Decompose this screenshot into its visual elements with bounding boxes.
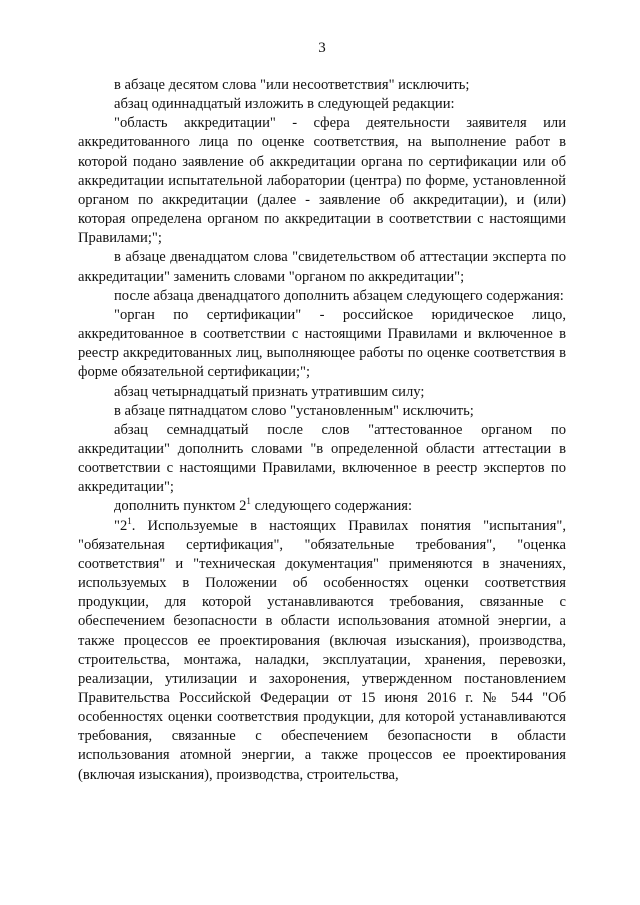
paragraph-7: абзац четырнадцатый признать утратившим силу;: [114, 383, 425, 400]
paragraph-10: [78, 497, 566, 516]
paragraph-10-text: дополнить пунктом 2: [114, 498, 247, 515]
paragraph-11-text: "2: [114, 517, 128, 534]
paragraph-1: в абзаце десятом слова "или несоответствия" исключить;: [114, 77, 470, 93]
page-number: 3: [318, 40, 326, 56]
paragraph-11-tail: . Используемые в настоящих Правилах понятия "испытания", "обязательная сертификация", "обязательные требования", "оценка соответствия" и "техническая документация" применяются в значениях, используемых в Положении об особенностях оценки соответствия продукции, для которой устанавливаются требования, связанные с обеспечением безопасности в области использования атомной энергии, а также процессов ее проектирования (включая изыскания), производства, строительства, монтажа, наладки, эксплуатации, хранения, перевозки, реализации, утилизации и захоронения, утвержденном постановлением Правительства Российской Федерации от 15 июня 2016 г. № 544 "Об особенностях оценки соответствия продукции, для которой устанавливаются требования, связанные с обеспечением безопасности в области использования атомной энергии, а также процессов ее проектирования (включая изыскания), производства, строительства,: [78, 517, 566, 783]
paragraph-5: после абзаца двенадцатого дополнить абзацем следующего содержания:: [114, 287, 564, 304]
paragraph-8: в абзаце пятнадцатом слово "установленным" исключить;: [114, 402, 474, 419]
paragraph-11-superscript: 1: [127, 515, 132, 526]
paragraph-4: в абзаце двенадцатом слова "свидетельством об аттестации эксперта по аккредитации" заменить словами "органом по аккредитации";: [78, 249, 566, 285]
paragraph-9: абзац семнадцатый после слов "аттестованное органом по аккредитации" дополнить словами "в определенной области аттестации в соответствии с настоящими Правилами, включенное в реестр экспертов по аккредитации";: [78, 421, 566, 496]
paragraph-11: [78, 517, 566, 785]
paragraph-2: абзац одиннадцатый изложить в следующей редакции:: [114, 96, 455, 113]
paragraph-3: "область аккредитации" - сфера деятельности заявителя или аккредитованного лица по оценке соответствия, на выполнение работ в которой подано заявление об аккредитации органа по сертификации или об аккредитации испытательной лаборатории (центра) по форме, установленной органом по аккредитации (далее - заявление об аккредитации), и (или) которая определена органом по аккредитации в соответствии с настоящими Правилами;";: [78, 115, 566, 247]
paragraph-6: "орган по сертификации" - российское юридическое лицо, аккредитованное в соответствии с настоящими Правилами и включенное в реестр аккредитованных лиц, выполняющее работы по оценке соответствия в форме обязательной сертификации;";: [78, 306, 566, 381]
paragraph-10-tail: следующего содержания:: [250, 498, 413, 515]
paragraph-10-superscript: 1: [246, 496, 251, 507]
